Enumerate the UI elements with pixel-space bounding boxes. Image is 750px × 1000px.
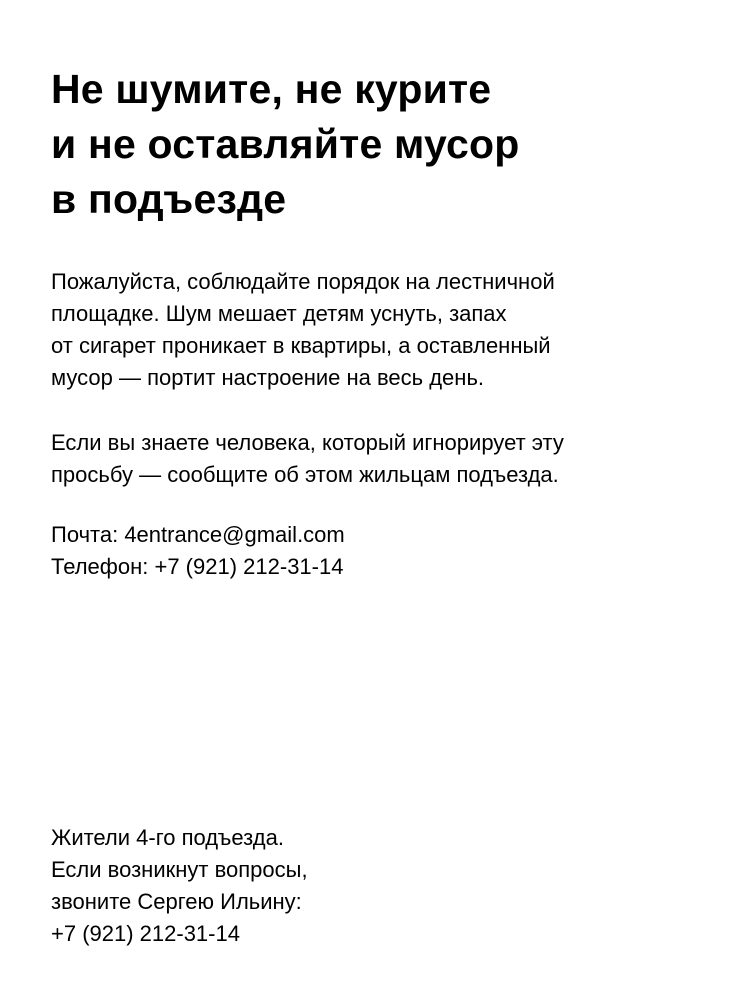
signature-block	[51, 822, 308, 950]
email-line: Почта: 4entrance@gmail.com	[51, 522, 345, 547]
title-line: Не шумите, не курите	[51, 66, 492, 112]
paragraph-line: от сигарет проникает в квартиры, а оставленный	[51, 333, 551, 358]
signature-line: Жители 4-го подъезда.	[51, 825, 284, 850]
phone-line: Телефон: +7 (921) 212-31-14	[51, 554, 344, 579]
notice-title	[51, 62, 520, 227]
contact-block	[51, 519, 345, 583]
paragraph-line: мусор — портит настроение на весь день.	[51, 365, 485, 390]
paragraph-line: площадке. Шум мешает детям уснуть, запах	[51, 301, 507, 326]
signature-line: звоните Сергею Ильину:	[51, 889, 302, 914]
paragraph-line: Пожалуйста, соблюдайте порядок на лестничной	[51, 269, 555, 294]
signature-line: Если возникнут вопросы,	[51, 857, 308, 882]
request-paragraph	[51, 266, 555, 394]
report-paragraph	[51, 427, 564, 491]
paragraph-line: Если вы знаете человека, который игнорирует эту	[51, 430, 564, 455]
signature-phone: +7 (921) 212-31-14	[51, 921, 240, 946]
title-line: и не оставляйте мусор	[51, 121, 520, 167]
paragraph-line: просьбу — сообщите об этом жильцам подъезда.	[51, 462, 559, 487]
title-line: в подъезде	[51, 176, 287, 222]
